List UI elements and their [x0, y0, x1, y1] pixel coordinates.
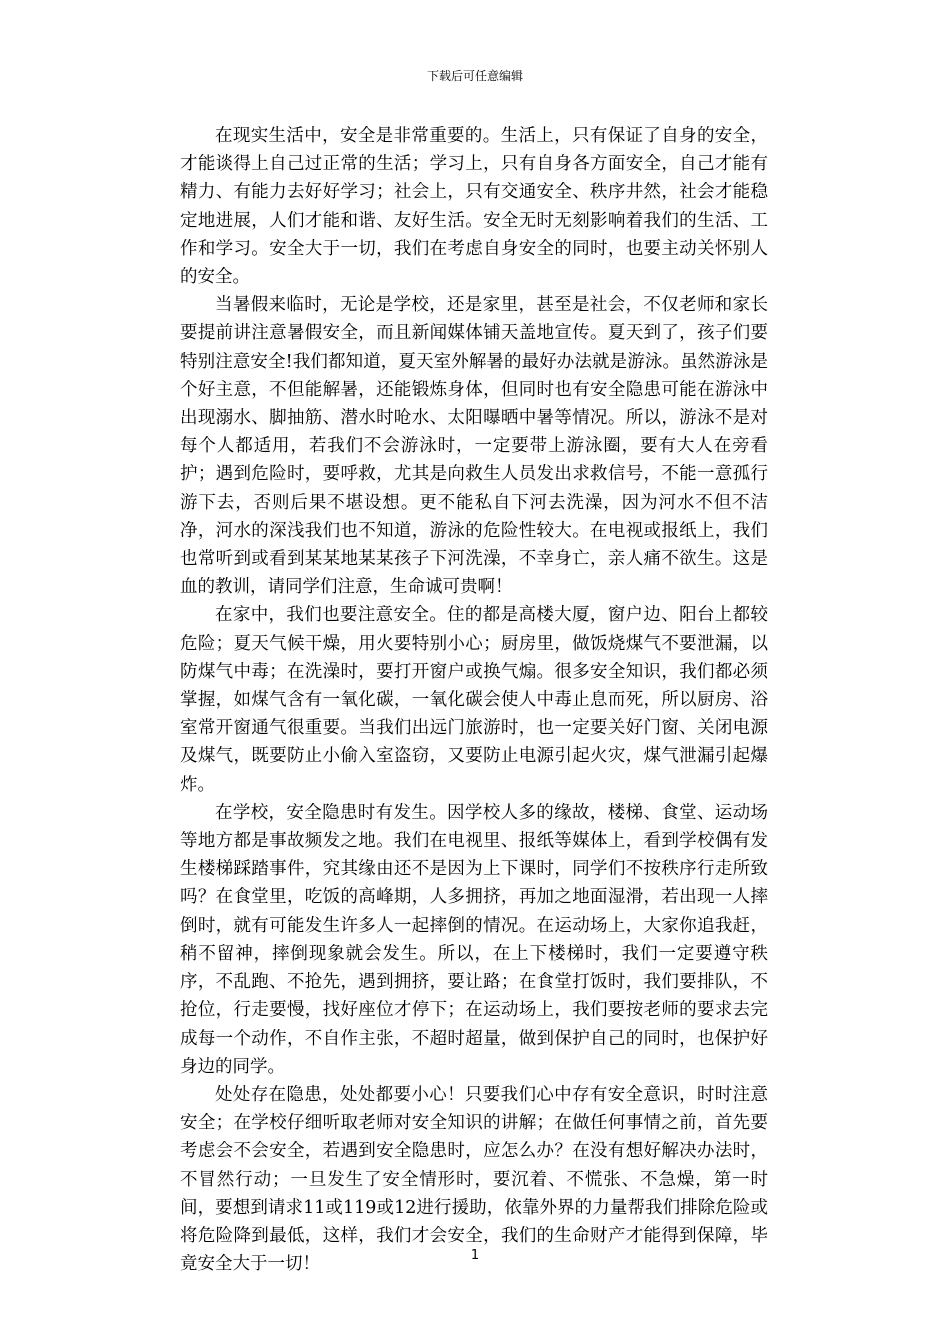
document-body — [180, 122, 768, 1278]
page-header: 下载后可任意编辑 — [426, 69, 523, 83]
paragraph-summer-swimming: 当暑假来临时，无论是学校，还是家里，甚至是社会，不仅老师和家长要提前讲注意暑假安全，而且新闻媒体铺天盖地宣传。夏天到了，孩子们要特别注意安全!我们都知道，夏天室外解暑的最好办法就是游泳。虽然游泳是个好主意，不但能解暑，还能锻炼身体，但同时也有安全隐患可能在游泳中出现溺水、脚抽筋、潜水时呛水、太阳曝晒中暑等情况。所以，游泳不是对每个人都适用，若我们不会游泳时，一定要带上游泳圈，要有大人在旁看护；遇到危险时，要呼救，尤其是向救生人员发出求救信号，不能一意孤行游下去，否则后果不堪设想。更不能私自下河去洗澡，因为河水不但不洁净，河水的深浅我们也不知道，游泳的危险性较大。在电视或报纸上，我们也常听到或看到某某地某某孩子下河洗澡，不幸身亡，亲人痛不欲生。这是血的教训，请同学们注意，生命诚可贵啊！ — [180, 295, 768, 598]
paragraph-home-safety: 在家中，我们也要注意安全。住的都是高楼大厦，窗户边、阳台上都较危险；夏天气候干燥，用火要特别小心；厨房里，做饭烧煤气不要泄漏，以防煤气中毒；在洗澡时，要打开窗户或换气煽。很多安全知识，我们都必须掌握，如煤气含有一氧化碳，一氧化碳会使人中毒止息而死，所以厨房、浴室常开窗通气很重要。当我们出远门旅游时，也一定要关好门窗、关闭电源及煤气，既要防止小偷入室盗窃，又要防止电源引起火灾，煤气泄漏引起爆炸。 — [180, 605, 768, 795]
paragraph-intro: 在现实生活中，安全是非常重要的。生活上，只有保证了自身的安全，才能谈得上自己过正常的生活；学习上，只有自身各方面安全，自己才能有精力、有能力去好好学习；社会上，只有交通安全、秩序井然，社会才能稳定地进展，人们才能和谐、友好生活。安全无时无刻影响着我们的生活、工作和学习。安全大于一切，我们在考虑自身安全的同时，也要主动关怀别人的安全。 — [180, 126, 768, 288]
paragraph-conclusion: 处处存在隐患，处处都要小心！只要我们心中存有安全意识，时时注意安全；在学校仔细听取老师对安全知识的讲解；在做任何事情之前，首先要考虑会不会安全，若遇到安全隐患时，应怎么办？在没有想好解决办法时，不冒然行动；一旦发生了安全情形时，要沉着、不慌张、不急燥，第一时间，要想到请求11或119或12进行援助，依靠外界的力量帮我们排除危险或将危险降到最低，这样，我们才会安全，我们的生命财产才能得到保障，毕竟安全大于一切！ — [180, 1084, 768, 1275]
paragraph-school-safety: 在学校，安全隐患时有发生。因学校人多的缘故，楼梯、食堂、运动场等地方都是事故频发之地。我们在电视里、报纸等媒体上，看到学校偶有发生楼梯踩踏事件，究其缘由还不是因为上下课时，同学们不按秩序行走所致吗？在食堂里，吃饭的高峰期，人多拥挤，再加之地面湿滑，若出现一人摔倒时，就有可能发生许多人一起摔倒的情况。在运动场上，大家你追我赶，稍不留神，摔倒现象就会发生。所以，在上下楼梯时，我们一定要遵守秩序，不乱跑、不抢先，遇到拥挤，要让路；在食堂打饭时，我们要排队，不抢位，行走要慢，找好座位才停下；在运动场上，我们要按老师的要求去完成每一个动作，不自作主张，不超时超量，做到保护自己的同时，也保护好身边的同学。 — [180, 802, 768, 1077]
page-number: 1 — [470, 1248, 480, 1263]
